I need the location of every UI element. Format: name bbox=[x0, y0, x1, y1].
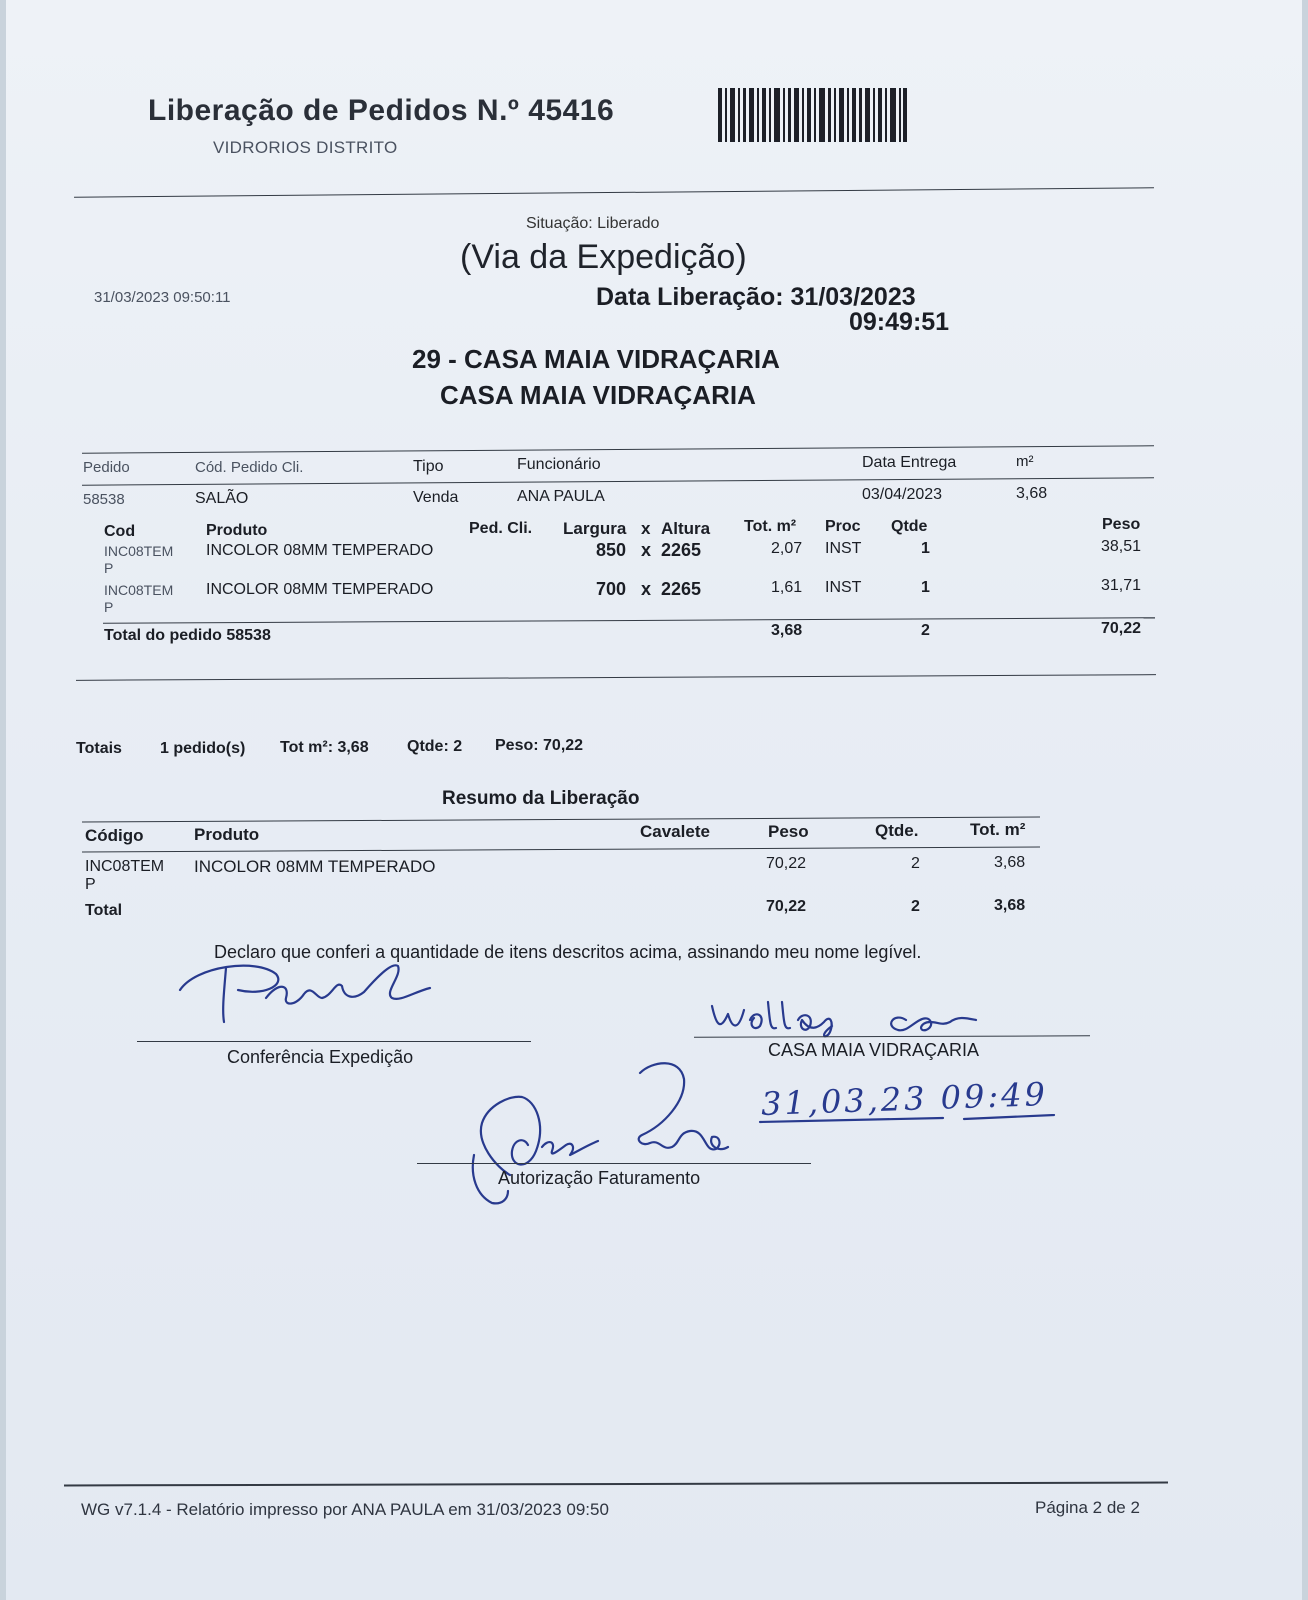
item-col-altura: Altura bbox=[661, 519, 711, 538]
item-altura: 2265 bbox=[661, 540, 702, 560]
order-total-label: Total do pedido 58538 bbox=[104, 627, 271, 644]
item-peso: 31,71 bbox=[1101, 577, 1142, 594]
order-tipo: Venda bbox=[413, 489, 459, 506]
client-line-1: 29 - CASA MAIA VIDRAÇARIA bbox=[412, 344, 780, 374]
conferencia-signature bbox=[166, 952, 466, 1052]
footer-page-number: Página 2 de 2 bbox=[1035, 1498, 1140, 1517]
summary-codigo: INC08TEM bbox=[85, 858, 165, 875]
order-header-rule bbox=[82, 477, 1154, 485]
client-line-2: CASA MAIA VIDRAÇARIA bbox=[440, 380, 756, 410]
order-total-peso: 70,22 bbox=[1101, 620, 1142, 637]
col-data-entrega: Data Entrega bbox=[862, 454, 957, 471]
release-date: Data Liberação: 31/03/2023 bbox=[596, 283, 916, 311]
summary-total-tot-m2: 3,68 bbox=[994, 897, 1026, 914]
item-col-ped-cli: Ped. Cli. bbox=[469, 520, 533, 537]
item-tot-m2: 2,07 bbox=[771, 540, 803, 557]
document-page bbox=[6, 0, 1302, 1600]
conferencia-signature-line bbox=[137, 1041, 531, 1042]
footer-printed-by: WG v7.1.4 - Relatório impresso por ANA PAULA em 31/03/2023 09:50 bbox=[81, 1500, 609, 1519]
order-section-bottom-rule bbox=[76, 674, 1156, 681]
order-total-qtde: 2 bbox=[921, 622, 930, 639]
summary-peso: 70,22 bbox=[766, 855, 807, 872]
document-title: Liberação de Pedidos N.º 45416 bbox=[148, 94, 615, 127]
item-col-proc: Proc bbox=[825, 518, 861, 535]
totals-peso: Peso: 70,22 bbox=[495, 737, 584, 754]
summary-header-rule bbox=[82, 846, 1040, 852]
header-divider bbox=[74, 187, 1154, 197]
item-produto: INCOLOR 08MM TEMPERADO bbox=[206, 581, 434, 598]
summary-col-qtde: Qtde. bbox=[875, 821, 919, 840]
declaration-text: Declaro que conferi a quantidade de itens descritos acima, assinando meu nome legível. bbox=[214, 942, 922, 962]
order-number: 58538 bbox=[83, 491, 125, 508]
item-col-produto: Produto bbox=[206, 522, 268, 539]
order-funcionario: ANA PAULA bbox=[517, 488, 605, 505]
summary-total-peso: 70,22 bbox=[766, 898, 807, 915]
item-altura: 2265 bbox=[661, 579, 702, 599]
summary-col-tot-m2: Tot. m² bbox=[970, 820, 1026, 839]
item-col-x: x bbox=[641, 519, 651, 538]
item-qtde: 1 bbox=[921, 540, 930, 557]
item-col-cod: Cod bbox=[104, 523, 136, 540]
item-cod-cont: P bbox=[104, 599, 114, 615]
autorizacao-signature-line bbox=[417, 1163, 811, 1164]
handwritten-date: 31,03,23 09:49 bbox=[760, 1075, 1049, 1123]
item-col-qtde: Qtde bbox=[891, 518, 928, 535]
client-signature bbox=[706, 992, 1006, 1042]
footer-rule bbox=[64, 1482, 1168, 1487]
via-title: (Via da Expedição) bbox=[460, 238, 747, 276]
totals-label: Totais bbox=[76, 740, 122, 757]
conferencia-label: Conferência Expedição bbox=[227, 1047, 414, 1067]
order-total-rule bbox=[103, 617, 1155, 624]
col-pedido: Pedido bbox=[83, 459, 130, 476]
summary-total-label: Total bbox=[85, 902, 123, 919]
item-peso: 38,51 bbox=[1101, 538, 1142, 555]
summary-tot-m2: 3,68 bbox=[994, 854, 1026, 871]
item-col-peso: Peso bbox=[1102, 516, 1141, 533]
item-proc: INST bbox=[825, 540, 862, 557]
item-cod: INC08TEM bbox=[104, 543, 174, 559]
item-largura: 850 bbox=[596, 540, 627, 560]
summary-title: Resumo da Liberação bbox=[442, 788, 640, 809]
item-proc: INST bbox=[825, 579, 862, 596]
totals-pedidos: 1 pedido(s) bbox=[160, 740, 246, 757]
item-col-largura: Largura bbox=[563, 519, 627, 538]
col-tipo: Tipo bbox=[413, 458, 444, 475]
summary-produto: INCOLOR 08MM TEMPERADO bbox=[194, 857, 436, 876]
order-data-entrega: 03/04/2023 bbox=[862, 486, 943, 503]
company-name: VIDRORIOS DISTRITO bbox=[213, 138, 398, 157]
item-x: x bbox=[641, 579, 652, 599]
summary-col-produto: Produto bbox=[194, 825, 260, 844]
order-total-m2: 3,68 bbox=[771, 622, 803, 639]
order-m2: 3,68 bbox=[1016, 485, 1048, 502]
totals-m2: Tot m²: 3,68 bbox=[280, 739, 369, 756]
status-text: Situação: Liberado bbox=[526, 215, 660, 232]
print-datetime: 31/03/2023 09:50:11 bbox=[94, 289, 231, 306]
col-m2: m² bbox=[1016, 453, 1034, 470]
autorizacao-label: Autorização Faturamento bbox=[498, 1168, 701, 1188]
summary-qtde: 2 bbox=[911, 855, 920, 872]
handwritten-date-underline bbox=[758, 1114, 1058, 1130]
order-cod-cli: SALÃO bbox=[195, 490, 249, 507]
totals-qtde: Qtde: 2 bbox=[407, 738, 463, 755]
item-col-tot-m2: Tot. m² bbox=[744, 518, 797, 535]
summary-total-qtde: 2 bbox=[911, 898, 920, 915]
item-cod: INC08TEM bbox=[104, 582, 174, 598]
summary-codigo-cont: P bbox=[85, 876, 96, 893]
order-table-top-rule bbox=[82, 445, 1154, 453]
summary-col-codigo: Código bbox=[85, 826, 144, 845]
barcode bbox=[718, 88, 908, 142]
release-time: 09:49:51 bbox=[849, 308, 950, 336]
item-qtde: 1 bbox=[921, 579, 930, 596]
item-largura: 700 bbox=[596, 579, 627, 599]
item-cod-cont: P bbox=[104, 560, 114, 576]
item-tot-m2: 1,61 bbox=[771, 579, 803, 596]
client-label: CASA MAIA VIDRAÇARIA bbox=[768, 1040, 980, 1060]
col-funcionario: Funcionário bbox=[517, 456, 601, 473]
item-x: x bbox=[641, 540, 652, 560]
item-produto: INCOLOR 08MM TEMPERADO bbox=[206, 542, 434, 559]
summary-col-cavalete: Cavalete bbox=[640, 822, 710, 841]
summary-col-peso: Peso bbox=[768, 822, 809, 841]
col-cod-cli: Cód. Pedido Cli. bbox=[195, 459, 304, 476]
